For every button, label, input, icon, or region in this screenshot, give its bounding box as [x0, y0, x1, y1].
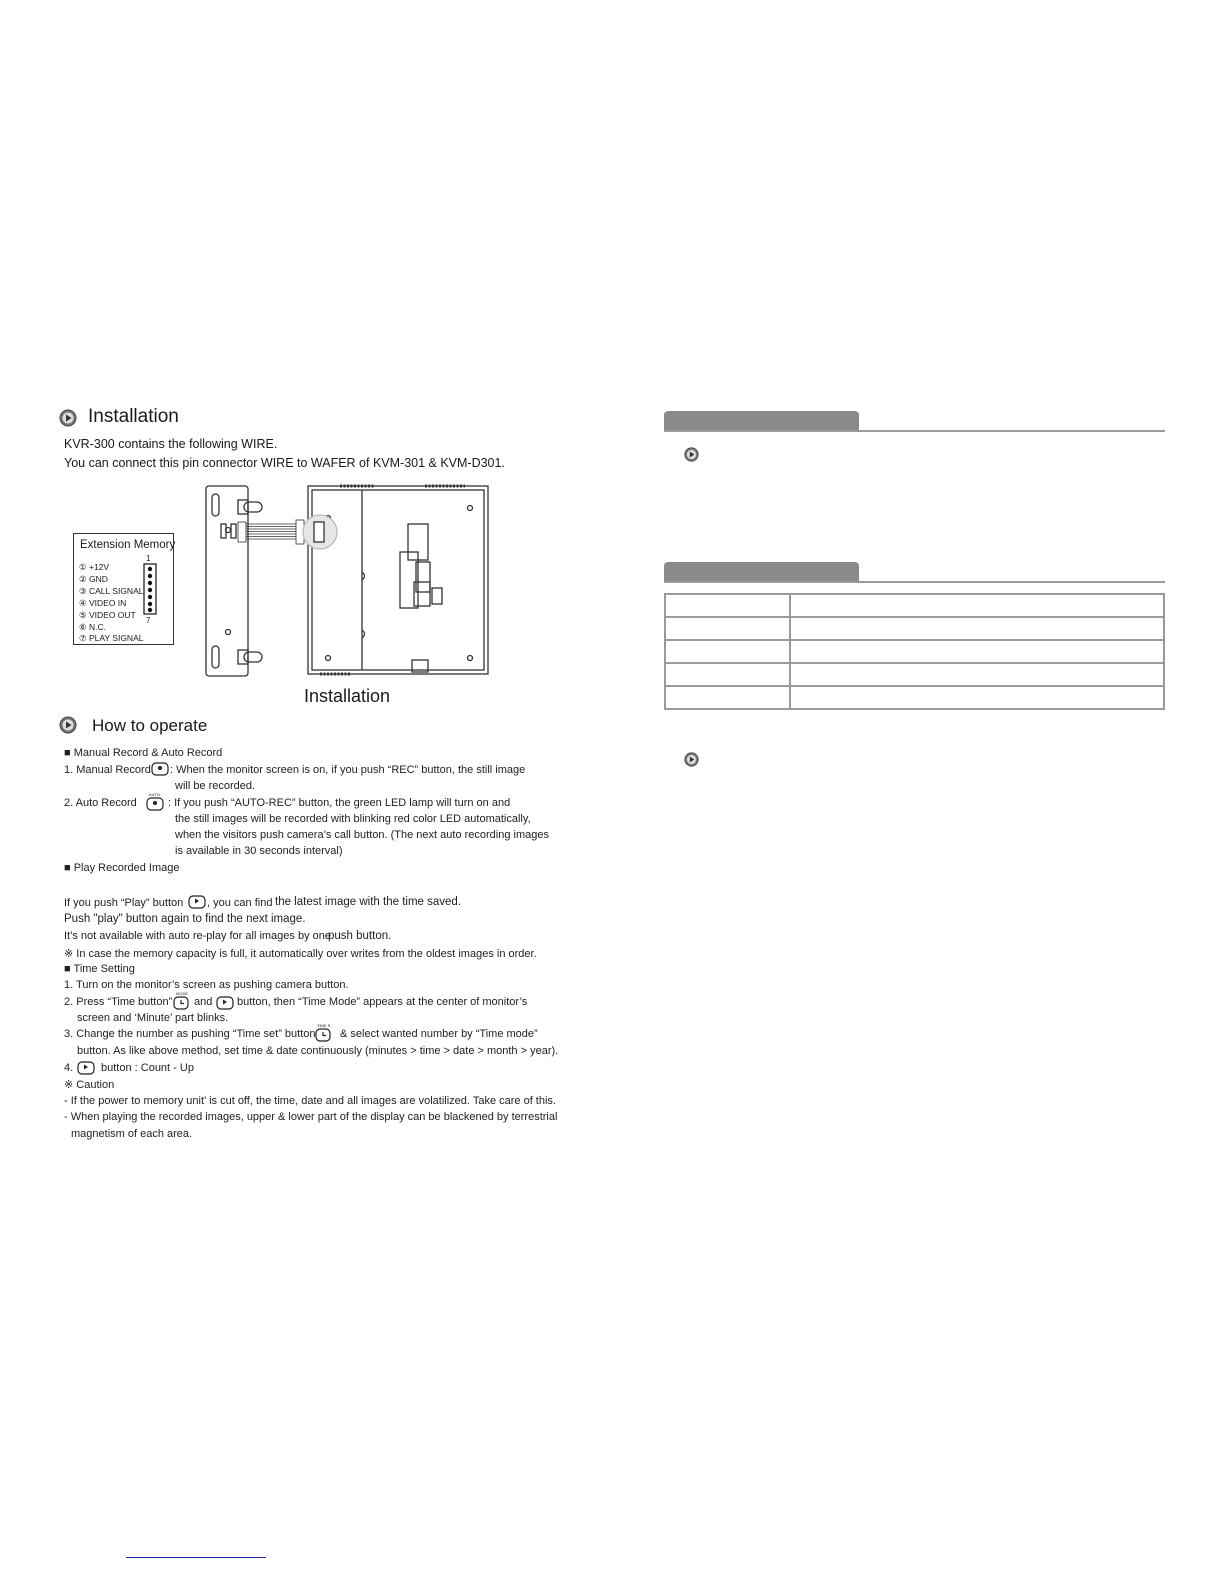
- manual-auto-heading: ■ Manual Record & Auto Record: [64, 747, 223, 759]
- time-step-4a: 4.: [64, 1062, 74, 1074]
- play-text-3b: push button.: [328, 930, 392, 942]
- pin-connector-icon: [143, 563, 157, 615]
- memory-note: ※ In case the memory capacity is full, it automatically over writes from the oldest images in order.: [64, 948, 537, 960]
- time-step-2c: and: [194, 996, 213, 1008]
- time-step-1: 1. Turn on the monitor’s screen as pushing camera button.: [64, 979, 349, 991]
- play-text-1b: , you can find: [207, 897, 273, 909]
- legend-pin-first: 1: [146, 554, 151, 563]
- time-set-button-icon: [314, 1028, 332, 1042]
- caution-line-1: - If the power to memory unit’ is cut off, the time, date and all images are volatilized. Take care of this.: [64, 1095, 556, 1107]
- play-circle-icon: [59, 409, 77, 427]
- installation-title: Installation: [88, 406, 179, 427]
- pin-label: ⑥ N.C.: [79, 622, 106, 632]
- legend-title: Extension Memory: [80, 539, 176, 551]
- time-step-3a: 3. Change the number as pushing “Time set” button: [64, 1028, 316, 1040]
- play-button-icon: [188, 895, 206, 909]
- section-header-tab: [664, 562, 859, 582]
- auto-record-label: 2. Auto Record: [64, 797, 137, 809]
- time-mode-button-icon: [172, 996, 190, 1010]
- time-step-2b: button”: [138, 996, 173, 1008]
- auto-record-text-2: the still images will be recorded with blinking red color LED automatically,: [175, 813, 531, 825]
- section-header-rule: [664, 581, 1165, 583]
- timeset-icon-caption: TIME S: [317, 1023, 331, 1028]
- play-circle-icon: [684, 447, 699, 462]
- table-row: [665, 640, 1164, 663]
- mode-icon-caption: MODE: [176, 991, 188, 996]
- pin-label: ⑦ PLAY SIGNAL: [79, 633, 144, 643]
- manual-record-text-1: : When the monitor screen is on, if you push “REC” button, the still image: [170, 764, 526, 776]
- table-row: [665, 594, 1164, 617]
- table-row: [665, 686, 1164, 709]
- time-step-3b: & select wanted number by “Time mode”: [340, 1028, 538, 1040]
- rec-button-icon: [151, 762, 169, 776]
- play-recorded-heading: ■ Play Recorded Image: [64, 862, 180, 874]
- pin-label: ⑤ VIDEO OUT: [79, 610, 136, 620]
- legend-pin-last: 7: [146, 616, 151, 625]
- installation-line-1: KVR-300 contains the following WIRE.: [64, 437, 278, 451]
- time-step-2d: button, then “Time Mode” appears at the center of monitor’s: [237, 996, 528, 1008]
- play-text-3a: It’s not available with auto re-play for all images by one: [64, 930, 331, 942]
- time-step-2e: screen and ‘Minute’ part blinks.: [77, 1012, 229, 1024]
- installation-diagram: [200, 482, 495, 682]
- play-button-icon: [77, 1061, 95, 1075]
- spec-table: [664, 593, 1165, 710]
- play-circle-icon: [59, 716, 77, 734]
- time-step-3c: button. As like above method, set time & date continuously (minutes > time > date > month > year).: [77, 1045, 559, 1057]
- pin-label: ④ VIDEO IN: [79, 598, 127, 608]
- play-button-icon: [216, 996, 234, 1010]
- auto-icon-caption: AUTO: [149, 792, 161, 797]
- play-text-1c: the latest image with the time saved.: [275, 896, 462, 908]
- time-step-2a: 2. Press “Time: [64, 996, 136, 1008]
- extension-memory-legend: [73, 533, 174, 645]
- time-setting-heading: ■ Time Setting: [64, 963, 135, 975]
- auto-record-text-1: : If you push “AUTO-REC” button, the green LED lamp will turn on and: [168, 797, 511, 809]
- auto-record-text-4: is available in 30 seconds interval): [175, 845, 343, 857]
- time-step-4b: button : Count - Up: [101, 1062, 194, 1074]
- manual-record-label: 1. Manual Record: [64, 764, 151, 776]
- pin-label: ② GND: [79, 574, 108, 584]
- pin-label: ① +12V: [79, 562, 110, 572]
- auto-record-text-3: when the visitors push camera’s call button. (The next auto recording images: [175, 829, 549, 841]
- table-row: [665, 617, 1164, 640]
- installation-line-2: You can connect this pin connector WIRE to WAFER of KVM-301 & KVM-D301.: [64, 456, 505, 470]
- auto-rec-button-icon: [146, 797, 164, 811]
- play-text-1a: If you push “Play” button: [64, 897, 184, 909]
- play-circle-icon: [684, 752, 699, 767]
- section-header-rule: [664, 430, 1165, 432]
- play-text-2: Push "play" button again to find the next image.: [64, 913, 306, 925]
- memory-unit-drawing: [206, 486, 262, 676]
- table-row: [665, 663, 1164, 686]
- how-to-operate-title: How to operate: [92, 716, 208, 735]
- footer-link-line: [126, 1557, 266, 1558]
- monitor-back-drawing: [303, 486, 488, 674]
- manual-record-text-2: will be recorded.: [175, 780, 256, 792]
- caution-line-2: - When playing the recorded images, upper & lower part of the display can be blackened by terrestrial: [64, 1111, 558, 1123]
- caution-line-3: magnetism of each area.: [71, 1128, 193, 1140]
- section-header-tab: [664, 411, 859, 431]
- caution-heading: ※ Caution: [64, 1079, 115, 1091]
- installation-figure-caption: Installation: [304, 686, 391, 706]
- pin-label: ③ CALL SIGNAL: [79, 586, 144, 596]
